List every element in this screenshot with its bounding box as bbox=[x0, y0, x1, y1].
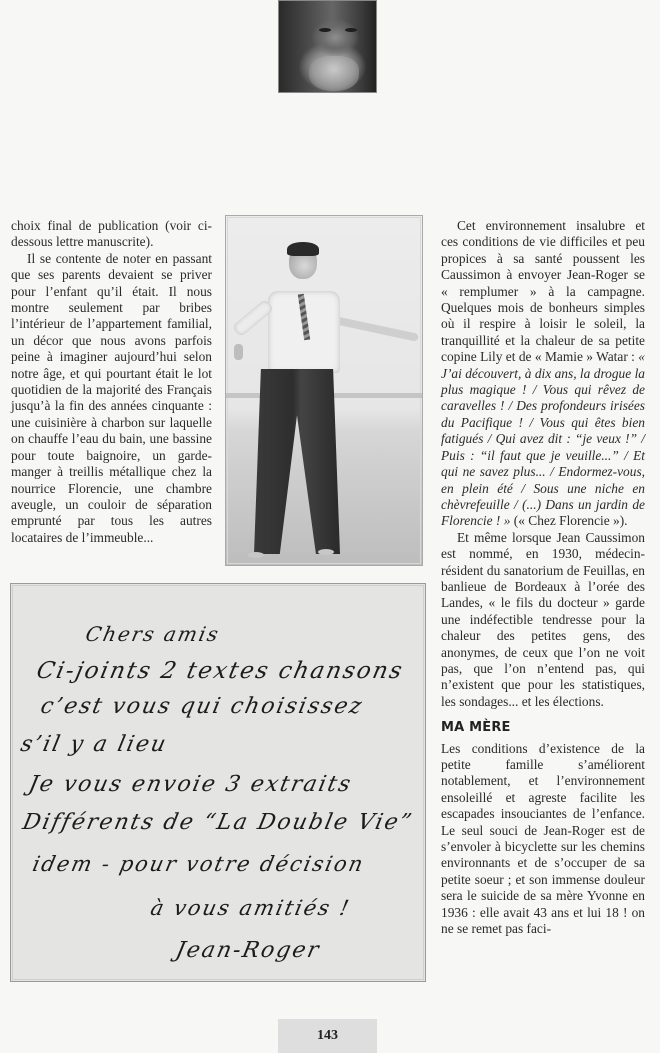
portrait-photo bbox=[278, 0, 377, 93]
letter-line: idem - pour votre décision bbox=[30, 852, 367, 876]
photo-hair bbox=[287, 242, 319, 256]
left-column-text bbox=[11, 218, 212, 546]
section-heading-ma-mere: MA MÈRE bbox=[441, 720, 511, 736]
photo-foot-left bbox=[248, 552, 264, 558]
photo-pants bbox=[254, 369, 340, 554]
letter-line-salutation: Chers amis bbox=[83, 622, 223, 646]
letter-line: s’il y a lieu bbox=[18, 732, 170, 757]
page-number-box bbox=[278, 1019, 377, 1053]
photo-arm-right bbox=[333, 316, 419, 342]
letter-line: c’est vous qui choisissez bbox=[38, 694, 366, 719]
right-paragraph-3: Les conditions d’existence de la petite famille s’améliorent notablement, et l’environnement ensoleillé et agreste facilite les escapades insouciantes de l’enfance. Le seul souci de Jean-Roger est de s’envoler à bicyclette sur les chemins environnants et de s’occuper de sa petite soeur ; et son immense douleur sera le suicide de sa mère Yvonne en 1936 : elle avait 43 ans et lui 18 ! on ne se remet pas faci- bbox=[441, 740, 645, 937]
photo-hand-left bbox=[234, 344, 243, 360]
photo-foot-right bbox=[318, 549, 334, 555]
portrait-eye-left bbox=[319, 28, 331, 32]
left-paragraph-1: choix final de publication (voir ci-dessous lettre manuscrite). bbox=[11, 218, 212, 250]
portrait-beard bbox=[309, 56, 359, 91]
page-number: 143 bbox=[317, 1028, 338, 1043]
poem-quote: « J’ai découvert, à dix ans, la drogue la plus magique ! / Vous qui rêvez de caravelles ! / Des profondeurs irisées du Pacifique ! / Vous qui êtes bien fatigués / Qui avez dit : “je veux !” / Puis : “il faut que je veuille...” / Et qui ne savez plus... / Endormez-vous, en plein été / Sous une niche en chèvrefeuille / (...) Dans un jardin de Florencie ! » bbox=[441, 349, 645, 529]
right-paragraph-1 bbox=[441, 218, 645, 530]
poem-source: (« Chez Florencie »). bbox=[510, 513, 628, 529]
portrait-eye-right bbox=[345, 28, 357, 32]
right-paragraph-2: Et même lorsque Jean Caussimon est nommé, en 1930, médecin-résident du sanatorium de Feuillas, en banlieue de Bordeaux à l’orée des Landes, « le fils du docteur » garde une indéfectible tendresse pour la chaleur des petites gens, des anonymes, de ceux que l’on ne voit pas, que l’on n’entend pas, qui n’existent que pour les statistiques, les sondages... et les élections. bbox=[441, 529, 645, 709]
photo-young-man-beach bbox=[225, 215, 423, 566]
right-paragraph-1-intro: Cet environnement insalubre et ces conditions de vie difficiles et peu propices à sa santé poussent les Caussimon à envoyer Jean-Roger se « remplumer » à la campagne. Quelques mois de bonheurs simples où il respire à loisir le soleil, la tranquillité et la chaleur de sa petite copine Lily et de « Mamie » Watar : bbox=[441, 218, 645, 365]
letter-signature: Jean-Roger bbox=[173, 938, 323, 963]
right-column-text bbox=[441, 218, 645, 937]
left-paragraph-2: Il se contente de noter en passant que ses parents devaient se priver pour l’enfant qu’il était. Il nous montre seulement par bribes l’intérieur de l’appartement familial, un décor que nous avons parfois peine à imaginer aujourd’hui selon notre âge, et qui pourtant était le lot quotidien de la majorité des Français jusqu’à la fin des années cinquante : une cuisinière à charbon sur laquelle on chauffe l’eau du bain, une bassine pour toute baignoire, un garde-manger à treillis métallique chez la nourrice Florencie, une chambre aveugle, un couloir de séparation emprunté par tous les autres locataires de l’immeuble... bbox=[11, 250, 212, 545]
letter-line-closing: à vous amitiés ! bbox=[148, 896, 353, 920]
handwritten-letter bbox=[10, 583, 426, 982]
letter-line: Différents de “La Double Vie” bbox=[20, 810, 416, 835]
letter-line: Ci-joints 2 textes chansons bbox=[34, 658, 407, 684]
letter-line: Je vous envoie 3 extraits bbox=[26, 772, 355, 797]
